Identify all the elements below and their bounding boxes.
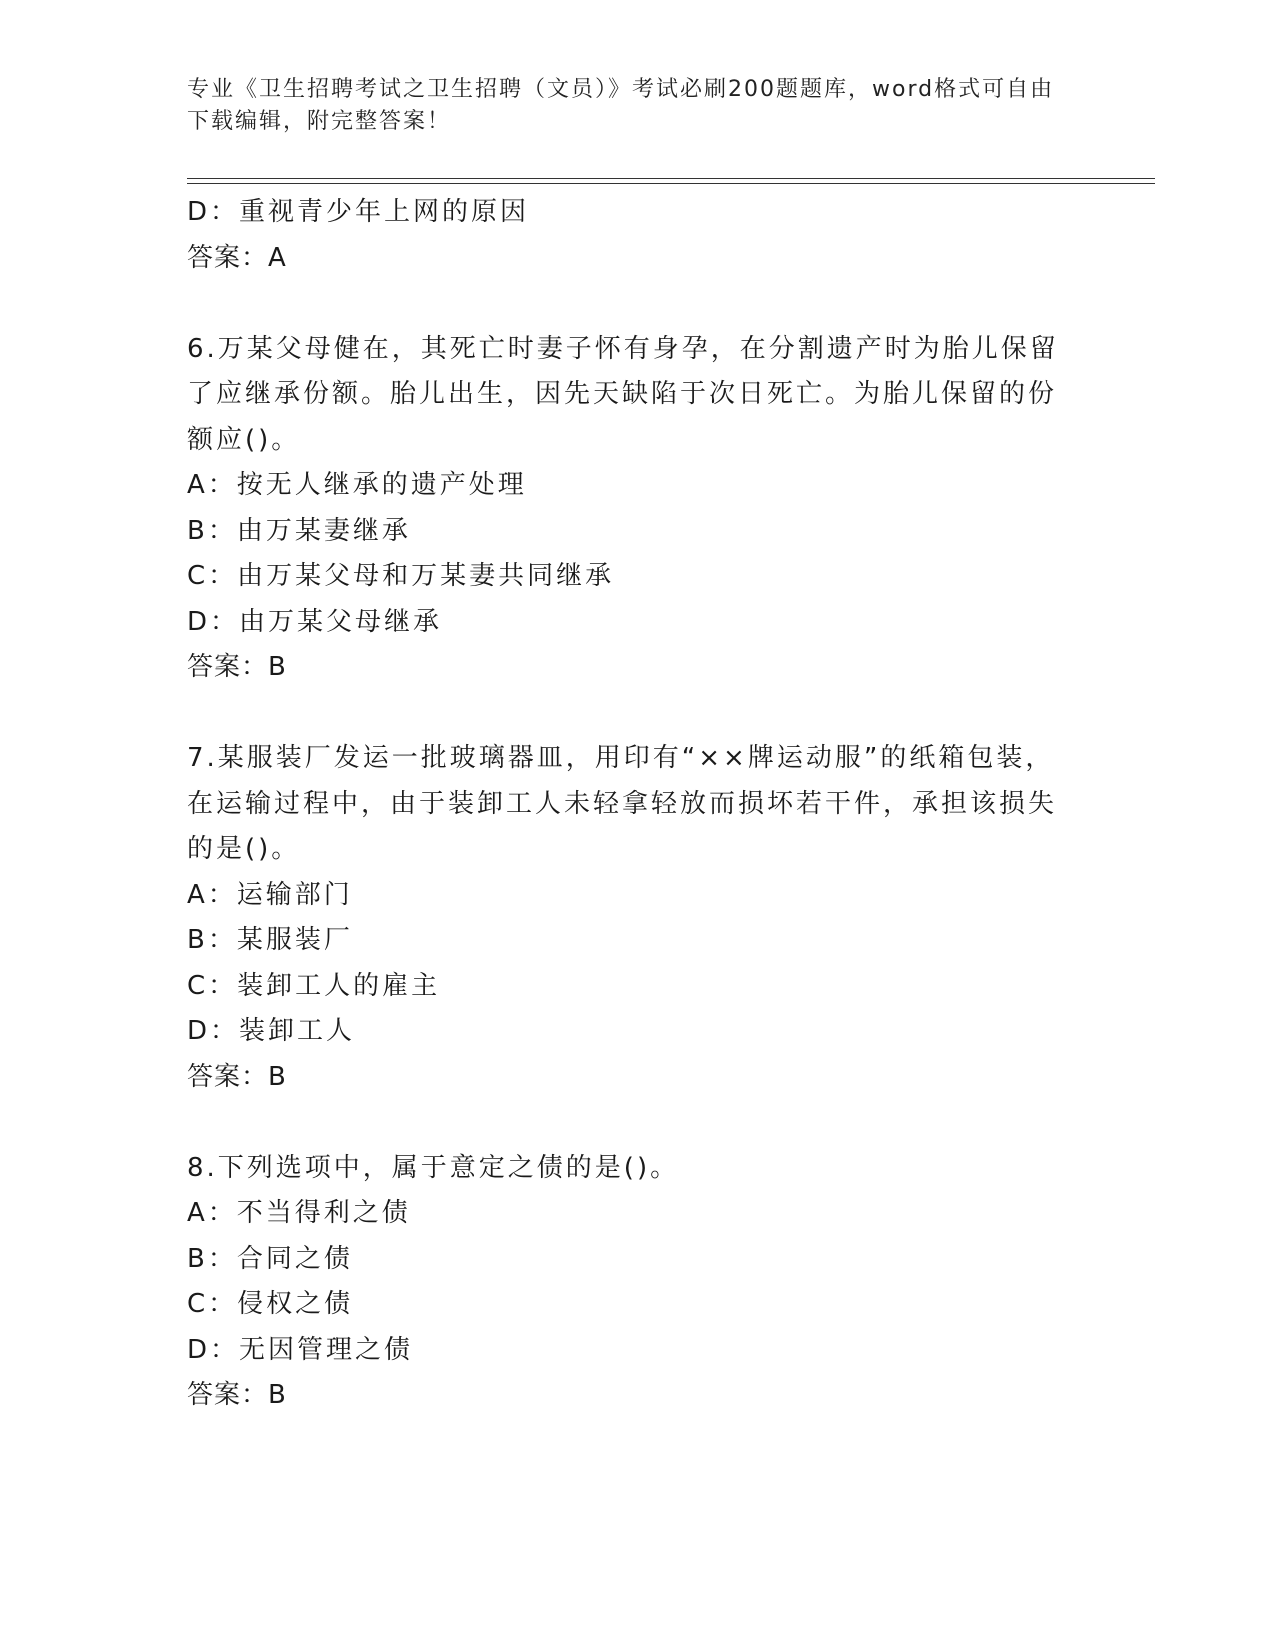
header-rule-bottom xyxy=(187,183,1155,184)
option-a: A：运输部门 xyxy=(187,879,353,910)
question-stem: 6.万某父母健在，其死亡时妻子怀有身孕，在分割遗产时为胎儿保留了应继承份额。胎儿出生，因先天缺陷于次日死亡。为胎儿保留的份额应()。 xyxy=(187,333,1059,455)
option-b: B：合同之债 xyxy=(187,1243,353,1274)
header-rule-top xyxy=(187,178,1155,179)
option-b: B：某服装厂 xyxy=(187,925,353,955)
option-c: C：装卸工人的雇主 xyxy=(187,970,441,1001)
answer: 答案：B xyxy=(187,1380,287,1410)
option-a: A：按无人继承的遗产处理 xyxy=(187,470,527,500)
option-d: D：无因管理之债 xyxy=(187,1334,414,1365)
question-content xyxy=(187,190,1067,1419)
option-b: B：由万某妻继承 xyxy=(187,515,411,546)
option-c: C：由万某父母和万某妻共同继承 xyxy=(187,561,615,591)
question-8 xyxy=(187,1146,1067,1419)
option-c: C：侵权之债 xyxy=(187,1289,354,1319)
option-a: A：不当得利之债 xyxy=(187,1198,411,1228)
document-header: 专业《卫生招聘考试之卫生招聘（文员）》考试必刷200题题库，word格式可自由下载编辑，附完整答案！ xyxy=(187,77,1055,134)
question-stem: 7.某服装厂发运一批玻璃器皿，用印有“××牌运动服”的纸箱包装，在运输过程中，由于装卸工人未轻拿轻放而损坏若干件，承担该损失的是()。 xyxy=(187,743,1058,864)
answer: 答案：B xyxy=(187,652,287,682)
prev-option-d: D：重视青少年上网的原因 xyxy=(187,197,530,227)
prev-answer: 答案：A xyxy=(187,242,287,273)
question-6 xyxy=(187,327,1067,691)
answer: 答案：B xyxy=(187,1061,287,1092)
question-7 xyxy=(187,736,1067,1100)
option-d: D：由万某父母继承 xyxy=(187,606,443,637)
question-stem: 8.下列选项中，属于意定之债的是()。 xyxy=(187,1152,680,1183)
option-d: D：装卸工人 xyxy=(187,1016,356,1046)
